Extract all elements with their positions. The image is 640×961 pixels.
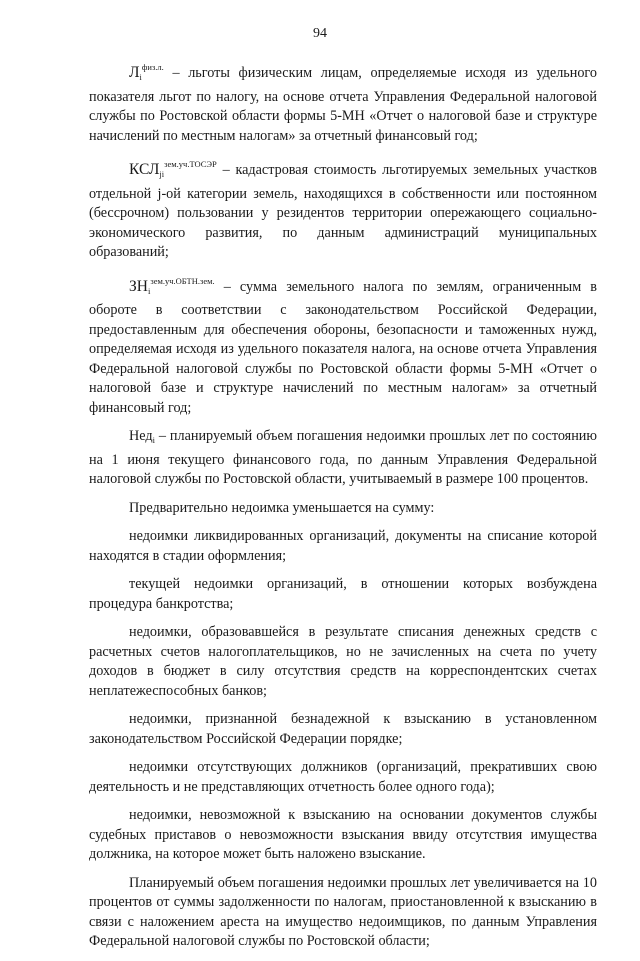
document-body [89, 58, 597, 961]
definition-paragraph-cadastral-value [89, 155, 597, 263]
body-paragraph: недоимки, невозможной к взысканию на основании документов службы судебных приставов о невозможности взыскания ввиду отсутствия имущества должника, на которое может быть наложено взыскание. [89, 807, 597, 862]
formula-superscript: зем.уч.ТОСЭР [164, 159, 217, 169]
definition-text: – планируемый объем погашения недоимки прошлых лет по состоянию на 1 июня текущего финансового года, по данным Управления Федеральной налоговой службы по Ростовской области, учитываемый в размере 100 процентов. [89, 428, 597, 487]
formula-symbol: Л [129, 64, 140, 81]
body-paragraph: недоимки ликвидированных организаций, документы на списание которой находятся в стадии оформления; [89, 528, 597, 564]
definition-text: – льготы физическим лицам, определяемые исходя из удельного показателя льгот по налогу, на основе отчета Управления Федеральной налоговой службы по Ростовской области формы 5-МН «Отчет о налоговой базе и структуре начислений по местным налогам» за отчетный финансовый год; [89, 65, 597, 144]
body-paragraph: текущей недоимки организаций, в отношении которых возбуждена процедура банкротства; [89, 576, 597, 612]
formula-subscript: i [147, 285, 151, 296]
definition-text: – кадастровая стоимость льготируемых земельных участков отдельной j-ой категории земель, находящихся в собственности или постоянном (бессрочном) пользовании у резидентов территории опережающего социально-экономического развития, по данным администраций муниципальных образований; [89, 162, 597, 260]
definition-text: – сумма земельного налога по землям, ограниченным в обороте в соответствии с законодательством Российской Федерации, предоставленным для обеспечения обороны, безопасности и таможенных нужд, определяемая исходя из удельного показателя налога, на основе отчета Управления Федеральной налоговой службы по Ростовской области формы 5-МН «Отчет о налоговой базе и структуре начислений по местным налогам» за отчетный финансовый год; [89, 278, 597, 416]
formula-superscript: зем.уч.ОБТН.зем. [150, 275, 215, 286]
definition-paragraph-land-tax [89, 272, 597, 419]
page-number: 94 [313, 26, 327, 41]
body-paragraph: недоимки, образовавшейся в результате списания денежных средств с расчетных счетов налогоплательщиков, но не зачисленных на счета по учету доходов в бюджет в силу отсутствия средств на корреспондентских счетах неплатежеспособных банков; [89, 624, 597, 699]
definition-paragraph-benefits-individuals [89, 58, 597, 146]
body-paragraph: недоимки отсутствующих должников (организаций, прекративших свою деятельность и не представляющих отчетность более одного года); [89, 759, 597, 795]
formula-symbol: ЗН [129, 277, 148, 295]
body-paragraph: недоимки, признанной безнадежной к взысканию в установленном законодательством Российской Федерации порядке; [89, 711, 597, 747]
formula-superscript: физ.л. [141, 62, 164, 72]
body-paragraph: Планируемый объем погашения недоимки прошлых лет увеличивается на 10 процентов от суммы задолженности по налогам, приостановленной к взысканию в связи с наложением ареста на имущество недоимщиков, по данным Управления Федеральной налоговой службы по Ростовской области; [89, 874, 597, 949]
formula-symbol: КСЛ [129, 161, 160, 178]
formula-subscript: i [152, 435, 155, 445]
body-paragraph: Предварительно недоимка уменьшается на сумму: [129, 499, 435, 516]
formula-symbol: Нед [129, 428, 153, 444]
formula-subscript: ji [159, 169, 165, 179]
formula-subscript: i [139, 72, 142, 82]
definition-paragraph-arrears [89, 427, 597, 490]
